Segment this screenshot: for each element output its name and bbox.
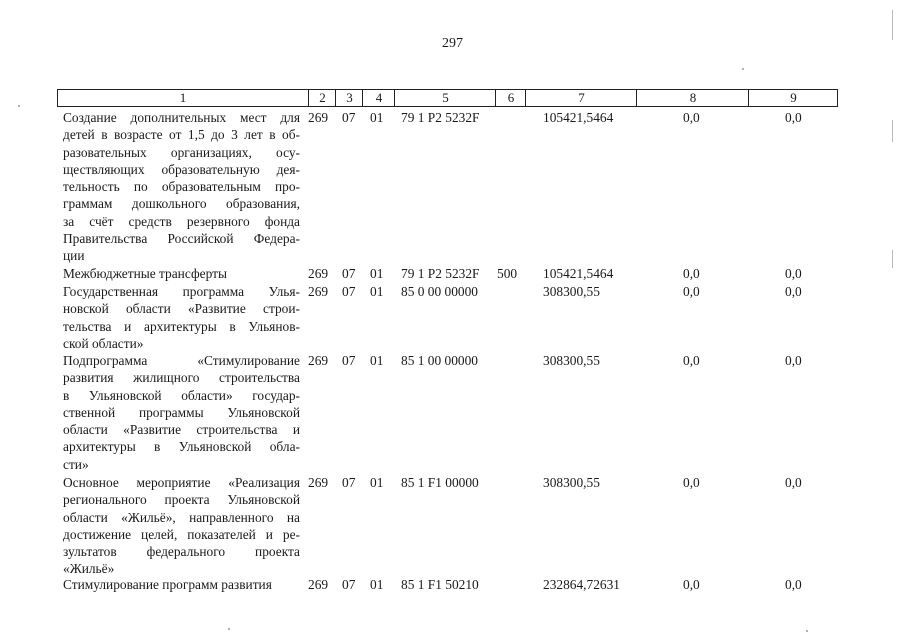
- cell-admin-code: 269: [308, 284, 329, 299]
- header-col-4: 4: [362, 90, 395, 106]
- cell-target-code: 85 1 F1 50210: [401, 577, 479, 592]
- cell-section: 07: [342, 266, 356, 281]
- header-col-9: 9: [748, 90, 838, 106]
- scan-edge-mark: [892, 10, 893, 40]
- cell-amount-9: 0,0: [785, 284, 802, 299]
- cell-section: 07: [342, 110, 356, 125]
- cell-subsection: 01: [370, 110, 384, 125]
- cell-amount-7: 232864,72631: [543, 577, 620, 592]
- cell-section: 07: [342, 353, 356, 368]
- cell-amount-8: 0,0: [683, 266, 700, 281]
- cell-amount-7: 308300,55: [543, 475, 600, 490]
- cell-target-code: 85 1 00 00000: [401, 353, 478, 368]
- row-description: Основное мероприятие «Реализация регионального проекта Ульяновской области «Жильё», направленного на достижение целей, показателей и ре- зультатов федерального проекта «Жильё»: [63, 475, 300, 577]
- cell-section: 07: [342, 475, 356, 490]
- header-col-6: 6: [495, 90, 526, 106]
- scan-speck: [742, 68, 744, 70]
- cell-subsection: 01: [370, 284, 384, 299]
- cell-amount-9: 0,0: [785, 475, 802, 490]
- cell-admin-code: 269: [308, 577, 329, 592]
- scan-edge-mark: [892, 120, 893, 142]
- cell-subsection: 01: [370, 475, 384, 490]
- cell-amount-9: 0,0: [785, 577, 802, 592]
- cell-amount-7: 105421,5464: [543, 266, 614, 281]
- cell-target-code: 79 1 P2 5232F: [401, 266, 480, 281]
- row-description: Межбюджетные трансферты: [63, 266, 227, 281]
- cell-amount-9: 0,0: [785, 353, 802, 368]
- scan-speck: [18, 105, 20, 107]
- row-description: Создание дополнительных мест для детей в возрасте от 1,5 до 3 лет в об- разовательных организациях, осу- ществляющих образовательную дея- тельность по образовательным про- граммам дошкольного образования, за счёт средств резервного фонда Правительства Российской Федера- ции: [63, 110, 300, 264]
- header-col-3: 3: [335, 90, 363, 106]
- header-col-5: 5: [394, 90, 496, 106]
- table-header: [57, 89, 838, 107]
- header-col-7: 7: [525, 90, 637, 106]
- cell-admin-code: 269: [308, 353, 329, 368]
- header-col-2: 2: [308, 90, 336, 106]
- row-description: Подпрограмма «Стимулирование развития жилищного строительства в Ульяновской области» государ- ственной программы Ульяновской области «Развитие строительства и архитектуры в Ульяновской обла- сти»: [63, 353, 300, 472]
- row-description: Стимулирование программ развития: [63, 577, 272, 592]
- cell-target-code: 85 0 00 00000: [401, 284, 478, 299]
- cell-admin-code: 269: [308, 266, 329, 281]
- cell-section: 07: [342, 284, 356, 299]
- page-number: 297: [442, 36, 463, 51]
- cell-section: 07: [342, 577, 356, 592]
- cell-amount-7: 105421,5464: [543, 110, 614, 125]
- cell-target-code: 85 1 F1 00000: [401, 475, 479, 490]
- row-description: Государственная программа Улья- новской области «Развитие строи- тельства и архитектуры в Ульянов- ской области»: [63, 284, 300, 351]
- cell-amount-9: 0,0: [785, 266, 802, 281]
- header-col-8: 8: [636, 90, 749, 106]
- cell-subsection: 01: [370, 353, 384, 368]
- cell-subsection: 01: [370, 266, 384, 281]
- cell-target-code: 79 1 P2 5232F: [401, 110, 480, 125]
- cell-subsection: 01: [370, 577, 384, 592]
- scan-speck: [806, 630, 808, 632]
- cell-amount-8: 0,0: [683, 284, 700, 299]
- scan-edge-mark: [892, 250, 893, 268]
- cell-admin-code: 269: [308, 475, 329, 490]
- cell-admin-code: 269: [308, 110, 329, 125]
- cell-amount-8: 0,0: [683, 110, 700, 125]
- cell-amount-8: 0,0: [683, 475, 700, 490]
- scan-speck: [228, 628, 230, 630]
- cell-expense-type: 500: [497, 266, 518, 281]
- cell-amount-8: 0,0: [683, 353, 700, 368]
- cell-amount-9: 0,0: [785, 110, 802, 125]
- cell-amount-7: 308300,55: [543, 353, 600, 368]
- header-col-1: 1: [179, 90, 187, 105]
- cell-amount-7: 308300,55: [543, 284, 600, 299]
- cell-amount-8: 0,0: [683, 577, 700, 592]
